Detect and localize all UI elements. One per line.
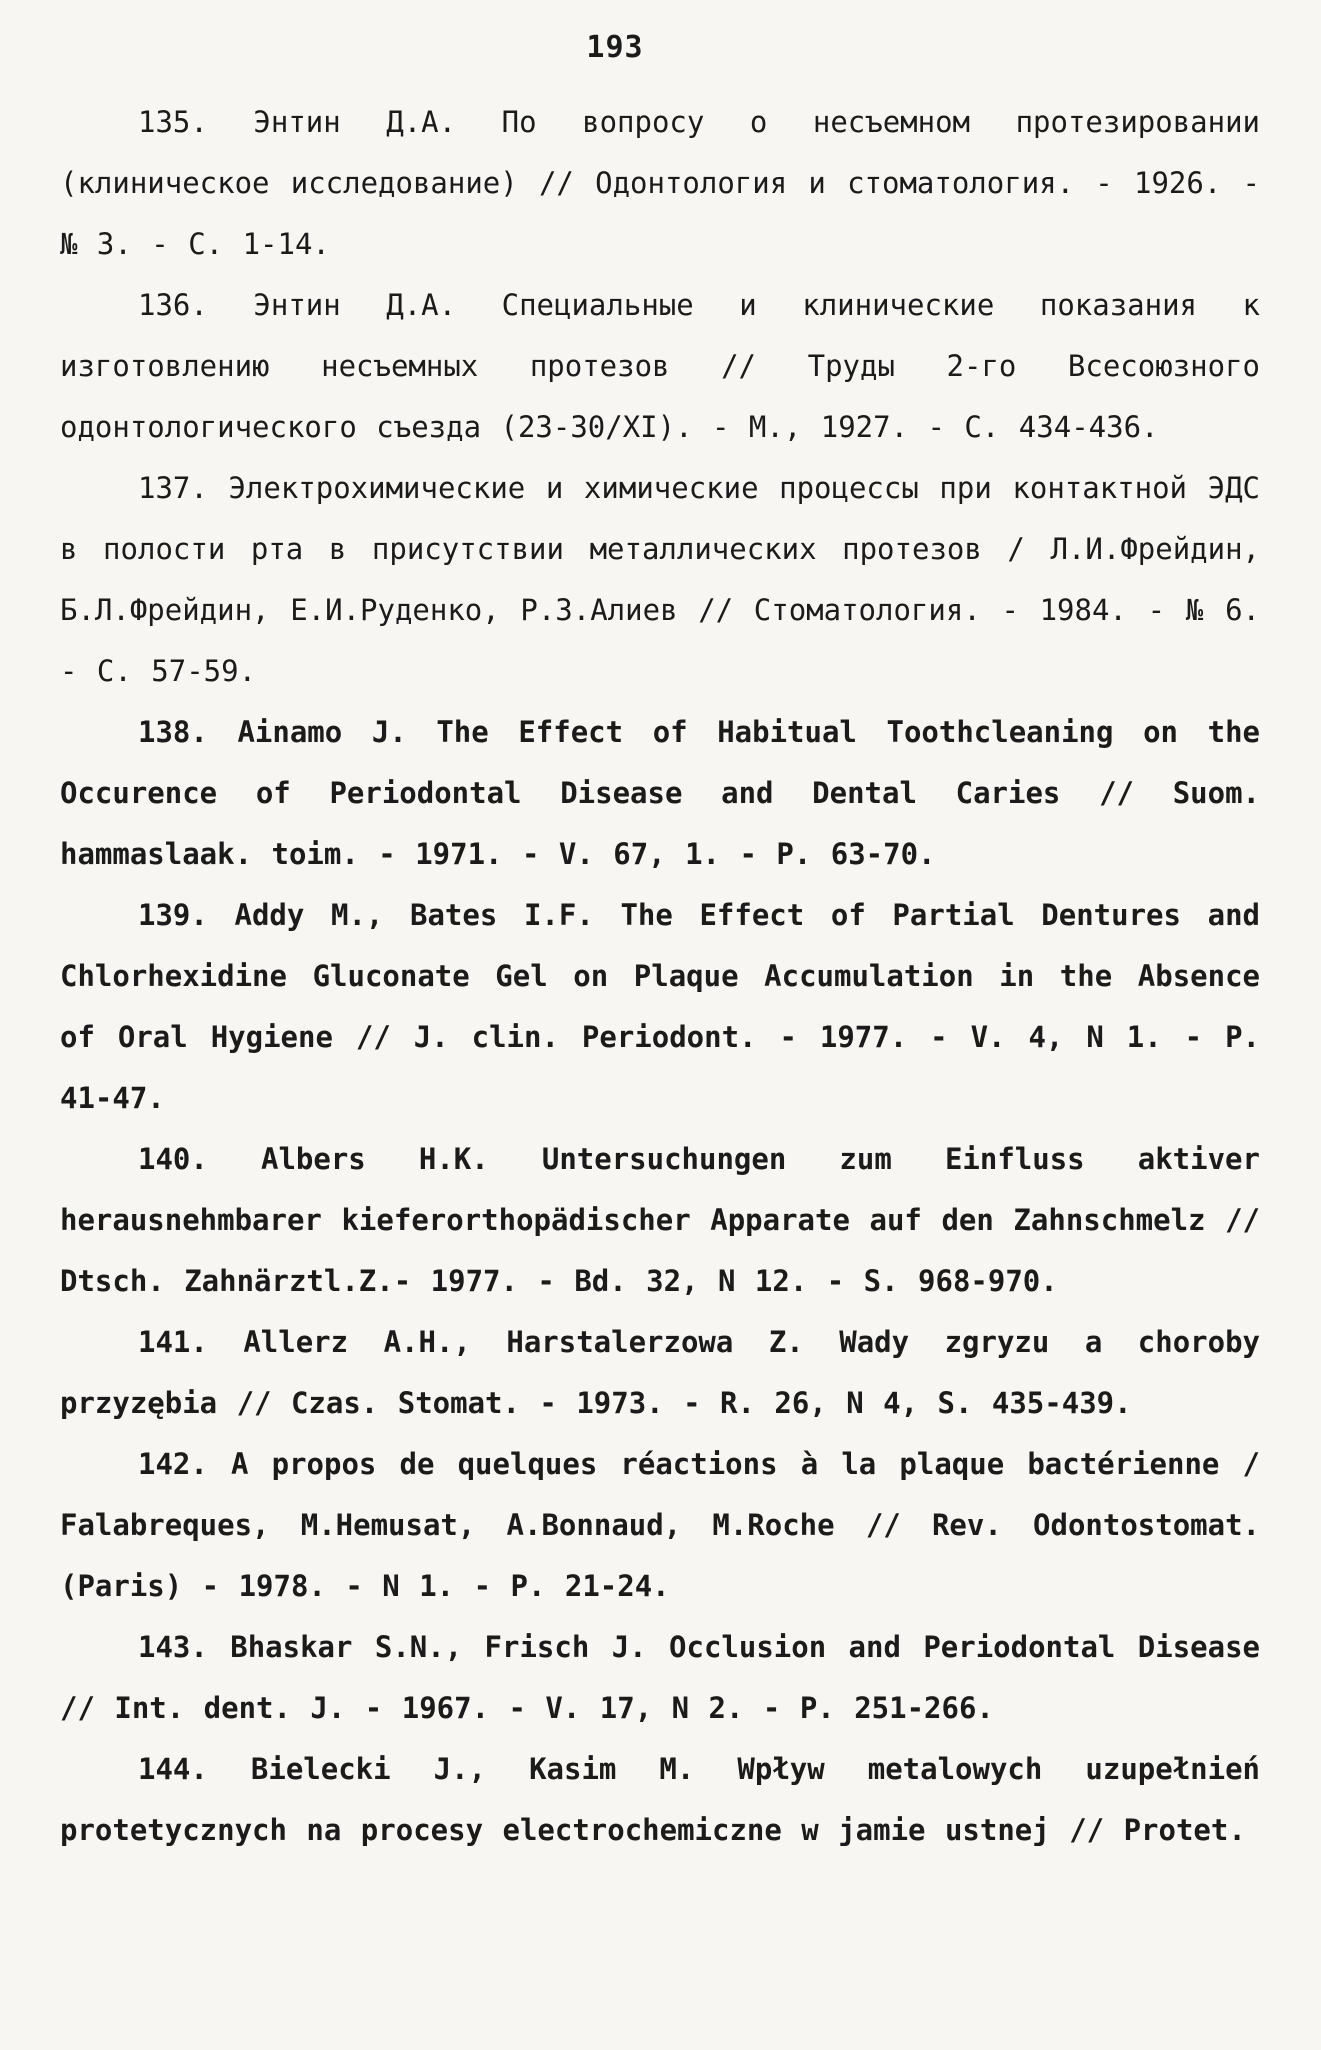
reference-entry [60,885,1260,1129]
reference-entry [60,1739,1260,1861]
reference-number: 137. [138,471,208,505]
reference-list [60,92,1260,1861]
reference-text: Bhaskar S.N., Frisch J. Occlusion and Periodontal Disease // Int. dent. J. - 1967. - V. 17, N 2. - P. 251-266. [60,1630,1260,1725]
reference-text: Электрохимические и химические процессы при контактной ЭДС в полости рта в присутствии металлических протезов / Л.И.Фрейдин, Б.Л.Фрейдин, Е.И.Руденко, Р.З.Алиев // Стоматология. - 1984. - № 6. - С. 57-59. [60,471,1260,688]
reference-number: 144. [138,1752,208,1786]
reference-entry [60,458,1260,702]
reference-entry [60,92,1260,275]
reference-entry [60,1617,1260,1739]
reference-text: Allerz A.H., Harstalerzowa Z. Wady zgryzu a choroby przyzębia // Czas. Stomat. - 1973. - R. 26, N 4, S. 435-439. [60,1325,1260,1420]
reference-entry [60,1129,1260,1312]
reference-number: 143. [138,1630,208,1664]
reference-number: 135. [138,105,208,139]
reference-number: 140. [138,1142,208,1176]
reference-entry [60,1434,1260,1617]
reference-text: Bielecki J., Kasim M. Wpływ metalowych uzupełnień protetycznych na procesy electrochemiczne w jamie ustnej // Protet. [60,1752,1260,1847]
reference-text: Albers H.K. Untersuchungen zum Einfluss aktiver herausnehmbarer kieferorthopädischer Apparate auf den Zahnschmelz // Dtsch. Zahnärztl.Z.- 1977. - Bd. 32, N 12. - S. 968-970. [60,1142,1260,1298]
reference-text: Энтин Д.А. Специальные и клинические показания к изготовлению несъемных протезов // Труды 2-го Всесоюзного одонтологического съезда (23-30/XI). - М., 1927. - С. 434-436. [60,288,1260,444]
reference-number: 136. [138,288,208,322]
reference-number: 142. [138,1447,208,1481]
reference-text: Addy M., Bates I.F. The Effect of Partial Dentures and Chlorhexidine Gluconate Gel on Plaque Accumulation in the Absence of Oral Hygiene // J. clin. Periodont. - 1977. - V. 4, N 1. - P. 41-47. [60,898,1260,1115]
reference-entry [60,275,1260,458]
reference-number: 141. [138,1325,208,1359]
reference-number: 139. [138,898,208,932]
reference-text: A propos de quelques réactions à la plaque bactérienne / Falabreques, M.Hemusat, A.Bonnaud, M.Roche // Rev. Odontostomat. (Paris) - 1978. - N 1. - P. 21-24. [60,1447,1260,1603]
reference-entry [60,1312,1260,1434]
page-number: 193 [586,30,644,65]
reference-text: Ainamo J. The Effect of Habitual Toothcleaning on the Occurence of Periodontal Disease and Dental Caries // Suom. hammaslaak. toim. - 1971. - V. 67, 1. - P. 63-70. [60,715,1260,871]
reference-number: 138. [138,715,208,749]
reference-entry [60,702,1260,885]
reference-text: Энтин Д.А. По вопросу о несъемном протезировании (клиническое исследование) // Одонтология и стоматология. - 1926. - № 3. - С. 1-14. [60,105,1260,261]
